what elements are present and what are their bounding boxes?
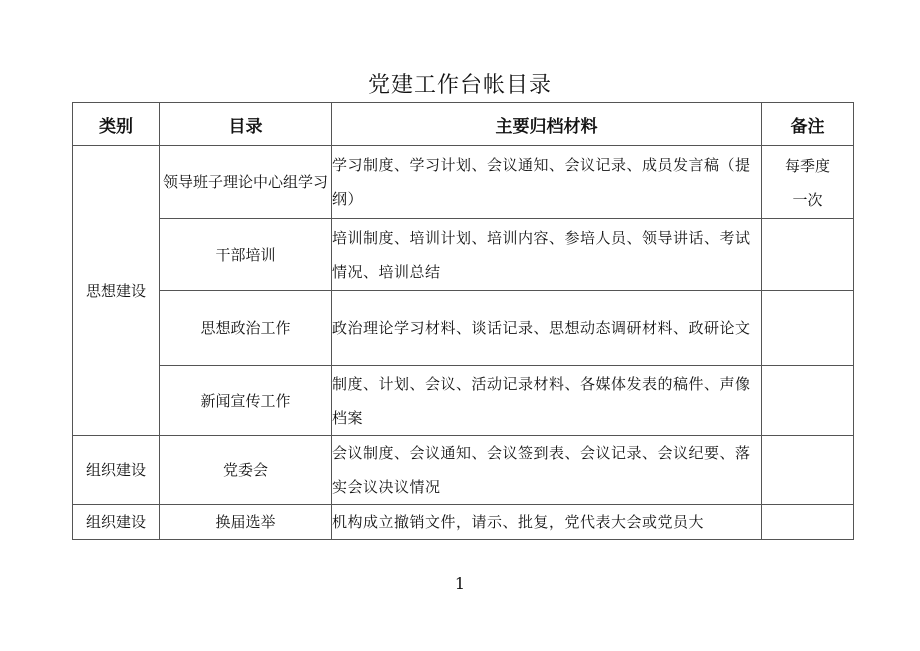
table-row [73, 366, 854, 436]
table-row [73, 505, 854, 540]
table-header-row [73, 103, 854, 146]
directory-cell: 党委会 [160, 436, 332, 505]
remarks-cell [762, 436, 854, 505]
remarks-cell [762, 291, 854, 366]
category-cell: 组织建设 [73, 436, 160, 505]
table-row [73, 219, 854, 291]
directory-cell: 思想政治工作 [160, 291, 332, 366]
materials-cell: 学习制度、学习计划、会议通知、会议记录、成员发言稿（提纲） [332, 146, 762, 219]
directory-cell: 领导班子理论中心组学习 [160, 146, 332, 219]
directory-cell: 新闻宣传工作 [160, 366, 332, 436]
materials-cell: 机构成立撤销文件，请示、批复，党代表大会或党员大 [332, 505, 762, 540]
header-directory: 目录 [160, 103, 332, 146]
materials-cell: 政治理论学习材料、谈话记录、思想动态调研材料、政研论文 [332, 291, 762, 366]
table-row [73, 291, 854, 366]
table-row [73, 146, 854, 219]
materials-cell: 培训制度、培训计划、培训内容、参培人员、领导讲话、考试情况、培训总结 [332, 219, 762, 291]
table-row [73, 436, 854, 505]
materials-cell: 会议制度、会议通知、会议签到表、会议记录、会议纪要、落实会议决议情况 [332, 436, 762, 505]
directory-cell: 换届选举 [160, 505, 332, 540]
category-cell: 思想建设 [73, 146, 160, 436]
remarks-cell [762, 366, 854, 436]
header-category: 类别 [73, 103, 160, 146]
remarks-cell [762, 505, 854, 540]
page-title: 党建工作台帐目录 [367, 73, 552, 98]
page-number: 1 [454, 574, 466, 593]
header-materials: 主要归档材料 [332, 103, 762, 146]
remarks-cell [762, 219, 854, 291]
materials-cell: 制度、计划、会议、活动记录材料、各媒体发表的稿件、声像档案 [332, 366, 762, 436]
archive-table [72, 102, 854, 540]
category-cell: 组织建设 [73, 505, 160, 540]
header-remarks: 备注 [762, 103, 854, 146]
remarks-cell: 每季度一次 [762, 146, 854, 219]
directory-cell: 干部培训 [160, 219, 332, 291]
